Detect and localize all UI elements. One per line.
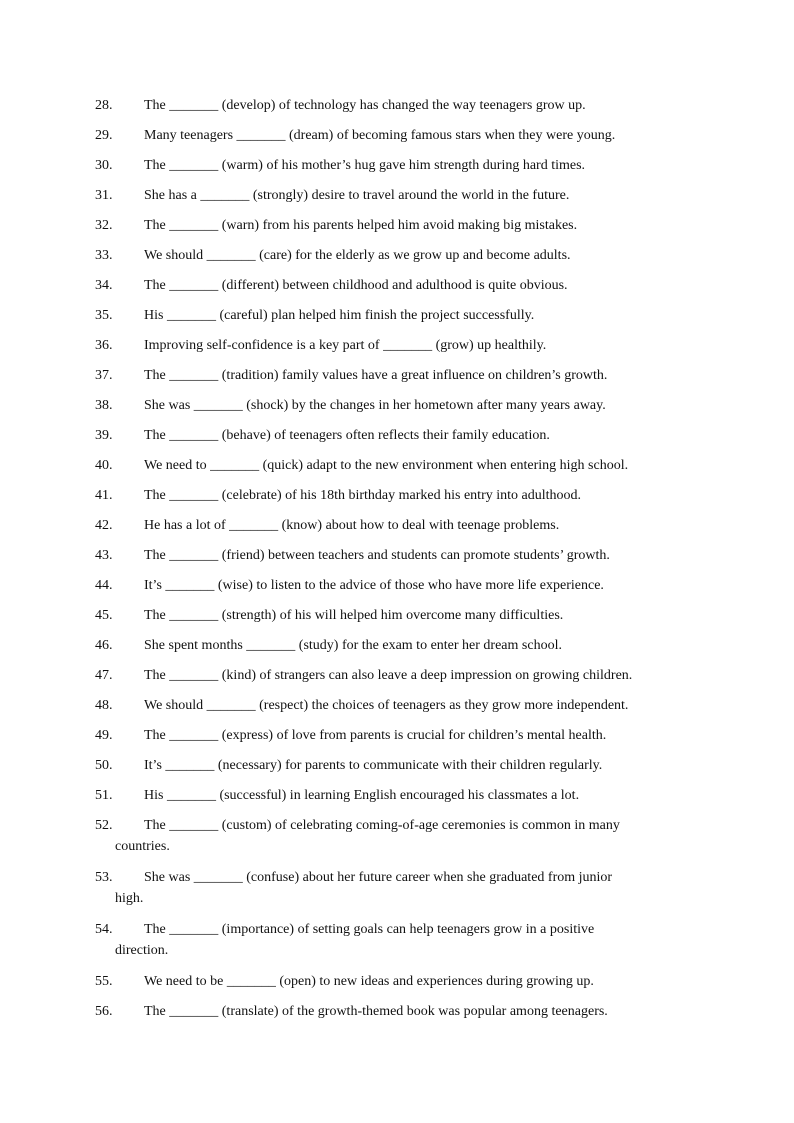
- exercise-sentence: [95, 725, 695, 746]
- exercise-item: [95, 815, 695, 857]
- sentence-text: The _______ (importance) of setting goals can help teenagers grow in a positive: [144, 922, 595, 937]
- exercise-number: 44.: [95, 578, 113, 593]
- sentence-text: He has a lot of _______ (know) about how to deal with teenage problems.: [144, 518, 560, 533]
- sentence-text: Improving self-confidence is a key part of _______ (grow) up healthily.: [144, 338, 547, 353]
- exercise-sentence: [95, 1001, 695, 1022]
- exercise-number: 55.: [95, 974, 113, 989]
- sentence-text: She spent months _______ (study) for the exam to enter her dream school.: [144, 638, 562, 653]
- exercise-item: [95, 665, 695, 686]
- sentence-text: The _______ (express) of love from parents is crucial for children’s mental health.: [144, 728, 607, 743]
- exercise-item: [95, 125, 695, 146]
- sentence-text: The _______ (translate) of the growth-themed book was popular among teenagers.: [144, 1004, 608, 1019]
- exercise-number: 43.: [95, 548, 113, 563]
- exercise-item: [95, 275, 695, 296]
- sentence-text: The _______ (celebrate) of his 18th birthday marked his entry into adulthood.: [144, 488, 582, 503]
- exercise-sentence: [95, 455, 695, 476]
- exercise-number: 32.: [95, 218, 113, 233]
- exercise-number: 34.: [95, 278, 113, 293]
- sentence-text: His _______ (successful) in learning English encouraged his classmates a lot.: [144, 788, 580, 803]
- exercise-item: [95, 305, 695, 326]
- exercise-item: [95, 575, 695, 596]
- exercise-item: [95, 365, 695, 386]
- sentence-text: We need to _______ (quick) adapt to the new environment when entering high school.: [144, 458, 629, 473]
- exercise-item: [95, 919, 695, 961]
- sentence-text: We should _______ (respect) the choices of teenagers as they grow more independent.: [144, 698, 629, 713]
- sentence-continuation: direction.: [115, 943, 169, 958]
- exercise-number: 48.: [95, 698, 113, 713]
- exercise-item: [95, 425, 695, 446]
- exercise-item: [95, 155, 695, 176]
- exercise-sentence: [95, 215, 695, 236]
- exercise-number: 30.: [95, 158, 113, 173]
- exercise-sentence: [95, 335, 695, 356]
- exercise-item: [95, 725, 695, 746]
- sentence-continuation: high.: [115, 891, 144, 906]
- exercise-item: [95, 395, 695, 416]
- exercise-number: 38.: [95, 398, 113, 413]
- exercise-item: [95, 185, 695, 206]
- sentence-text: She was _______ (confuse) about her future career when she graduated from junior: [144, 870, 613, 885]
- sentence-text: The _______ (strength) of his will helped him overcome many difficulties.: [144, 608, 564, 623]
- exercise-item: [95, 867, 695, 909]
- exercise-sentence: [95, 605, 695, 626]
- exercise-item: [95, 545, 695, 566]
- exercise-item: [95, 455, 695, 476]
- sentence-text: The _______ (warn) from his parents helped him avoid making big mistakes.: [144, 218, 578, 233]
- exercise-sentence: [95, 155, 695, 176]
- exercise-sentence: [95, 95, 695, 116]
- exercise-sentence: [95, 695, 695, 716]
- exercise-item: [95, 95, 695, 116]
- exercise-sentence: [95, 515, 695, 536]
- sentence-text: The _______ (tradition) family values have a great influence on children’s growth.: [144, 368, 608, 383]
- sentence-text: The _______ (friend) between teachers and students can promote students’ growth.: [144, 548, 610, 563]
- exercise-sentence: [95, 635, 695, 656]
- exercise-number: 29.: [95, 128, 113, 143]
- exercise-sentence: [95, 275, 695, 296]
- exercise-number: 53.: [95, 870, 113, 885]
- sentence-text: It’s _______ (necessary) for parents to communicate with their children regularly.: [144, 758, 603, 773]
- exercise-item: [95, 1001, 695, 1022]
- exercise-number: 49.: [95, 728, 113, 743]
- exercise-item: [95, 635, 695, 656]
- sentence-text: The _______ (develop) of technology has changed the way teenagers grow up.: [144, 98, 586, 113]
- sentence-text: Many teenagers _______ (dream) of becoming famous stars when they were young.: [144, 128, 616, 143]
- sentence-text: The _______ (kind) of strangers can also leave a deep impression on growing children.: [144, 668, 633, 683]
- exercise-item: [95, 755, 695, 776]
- exercise-number: 46.: [95, 638, 113, 653]
- exercise-sentence: [95, 365, 695, 386]
- exercise-number: 52.: [95, 818, 113, 833]
- exercise-sentence: [95, 485, 695, 506]
- exercise-sentence: [95, 815, 695, 857]
- exercise-item: [95, 971, 695, 992]
- exercise-sentence: [95, 425, 695, 446]
- exercise-sentence: [95, 665, 695, 686]
- sentence-text: She was _______ (shock) by the changes in her hometown after many years away.: [144, 398, 606, 413]
- sentence-text: We should _______ (care) for the elderly as we grow up and become adults.: [144, 248, 571, 263]
- exercise-item: [95, 515, 695, 536]
- sentence-continuation: countries.: [115, 839, 170, 854]
- sentence-text: The _______ (different) between childhood and adulthood is quite obvious.: [144, 278, 568, 293]
- exercise-sentence: [95, 305, 695, 326]
- exercise-sentence: [95, 125, 695, 146]
- exercise-number: 50.: [95, 758, 113, 773]
- exercise-number: 47.: [95, 668, 113, 683]
- sentence-text: She has a _______ (strongly) desire to travel around the world in the future.: [144, 188, 570, 203]
- exercise-number: 54.: [95, 922, 113, 937]
- exercise-sentence: [95, 867, 695, 909]
- exercise-item: [95, 695, 695, 716]
- exercise-number: 41.: [95, 488, 113, 503]
- sentence-text: The _______ (custom) of celebrating coming-of-age ceremonies is common in many: [144, 818, 620, 833]
- exercise-number: 51.: [95, 788, 113, 803]
- exercise-number: 35.: [95, 308, 113, 323]
- sentence-text: The _______ (warm) of his mother’s hug gave him strength during hard times.: [144, 158, 586, 173]
- exercise-sentence: [95, 395, 695, 416]
- exercise-sentence: [95, 971, 695, 992]
- exercise-number: 31.: [95, 188, 113, 203]
- exercise-item: [95, 605, 695, 626]
- sentence-text: It’s _______ (wise) to listen to the advice of those who have more life experience.: [144, 578, 604, 593]
- exercise-number: 56.: [95, 1004, 113, 1019]
- exercise-item: [95, 245, 695, 266]
- exercise-sentence: [95, 185, 695, 206]
- exercise-sentence: [95, 245, 695, 266]
- exercise-item: [95, 215, 695, 236]
- exercise-sentence: [95, 785, 695, 806]
- exercise-sentence: [95, 755, 695, 776]
- exercise-number: 40.: [95, 458, 113, 473]
- sentence-text: We need to be _______ (open) to new ideas and experiences during growing up.: [144, 974, 594, 989]
- exercise-number: 33.: [95, 248, 113, 263]
- exercise-sentence: [95, 575, 695, 596]
- exercise-item: [95, 785, 695, 806]
- exercise-number: 39.: [95, 428, 113, 443]
- exercise-item: [95, 485, 695, 506]
- exercise-number: 37.: [95, 368, 113, 383]
- exercise-item: [95, 335, 695, 356]
- sentence-text: His _______ (careful) plan helped him finish the project successfully.: [144, 308, 535, 323]
- exercise-number: 28.: [95, 98, 113, 113]
- exercise-number: 36.: [95, 338, 113, 353]
- exercise-sentence: [95, 545, 695, 566]
- exercise-number: 42.: [95, 518, 113, 533]
- sentence-text: The _______ (behave) of teenagers often reflects their family education.: [144, 428, 550, 443]
- exercise-number: 45.: [95, 608, 113, 623]
- exercise-list: [95, 95, 695, 1031]
- exercise-sentence: [95, 919, 695, 961]
